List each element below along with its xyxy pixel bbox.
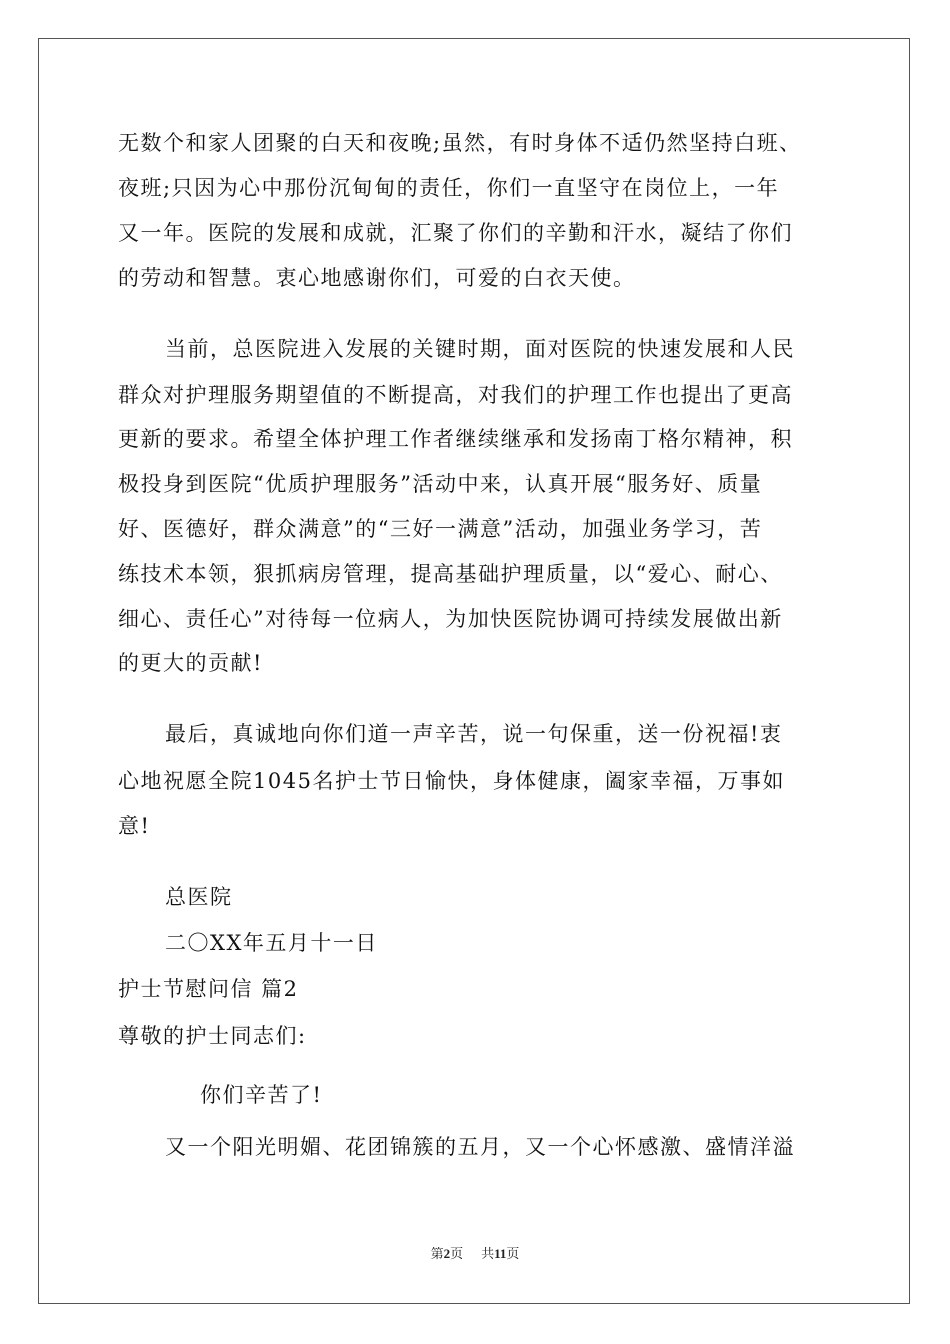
page-label-suffix: 页 — [450, 1246, 464, 1261]
total-pages: 11 — [494, 1246, 507, 1261]
paragraph-line: 夜班;只因为心中那份沉甸甸的责任，你们一直坚守在岗位上，一年 — [118, 176, 780, 200]
greeting-line: 你们辛苦了! — [200, 1083, 323, 1107]
paragraph-line: 练技术本领，狠抓病房管理，提高基础护理质量，以“爱心、耐心、 — [118, 562, 783, 586]
page-footer — [0, 1244, 950, 1264]
signature-date: 二〇XX年五月十一日 — [165, 931, 378, 955]
paragraph-line: 当前，总医院进入发展的关键时期，面对医院的快速发展和人民 — [165, 337, 795, 361]
paragraph-line: 的劳动和智慧。衷心地感谢你们，可爱的白衣天使。 — [118, 266, 636, 290]
paragraph-line: 又一年。医院的发展和成就，汇聚了你们的辛勤和汗水，凝结了你们 — [118, 221, 793, 245]
page-label-prefix: 第 — [430, 1246, 444, 1261]
salutation: 尊敬的护士同志们: — [118, 1024, 307, 1048]
paragraph-line: 的更大的贡献! — [118, 651, 263, 675]
section-title: 护士节慰问信 篇2 — [118, 977, 299, 1001]
signature-name: 总医院 — [165, 885, 233, 909]
paragraph-line: 极投身到医院“优质护理服务”活动中来，认真开展“服务好、质量 — [118, 472, 763, 496]
paragraph-line: 又一个阳光明媚、花团锦簇的五月，又一个心怀感激、盛情洋溢 — [165, 1135, 795, 1159]
paragraph-line: 群众对护理服务期望值的不断提高，对我们的护理工作也提出了更高 — [118, 383, 793, 407]
paragraph-line: 细心、责任心”对待每一位病人，为加快医院协调可持续发展做出新 — [118, 607, 783, 631]
paragraph-line: 最后，真诚地向你们道一声辛苦，说一句保重，送一份祝福!衷 — [165, 722, 783, 746]
paragraph-line: 好、医德好，群众满意”的“三好一满意”活动，加强业务学习，苦 — [118, 517, 763, 541]
total-label-suffix: 页 — [506, 1246, 520, 1261]
paragraph-line: 更新的要求。希望全体护理工作者继续继承和发扬南丁格尔精神，积 — [118, 427, 793, 451]
paragraph-line: 心地祝愿全院1045名护士节日愉快，身体健康，阖家幸福，万事如 — [118, 769, 785, 793]
paragraph-line: 意! — [118, 814, 151, 838]
total-label-prefix: 共 — [481, 1246, 495, 1261]
paragraph-line: 无数个和家人团聚的白天和夜晚;虽然，有时身体不适仍然坚持白班、 — [118, 131, 802, 155]
page-number: 2 — [443, 1246, 451, 1261]
